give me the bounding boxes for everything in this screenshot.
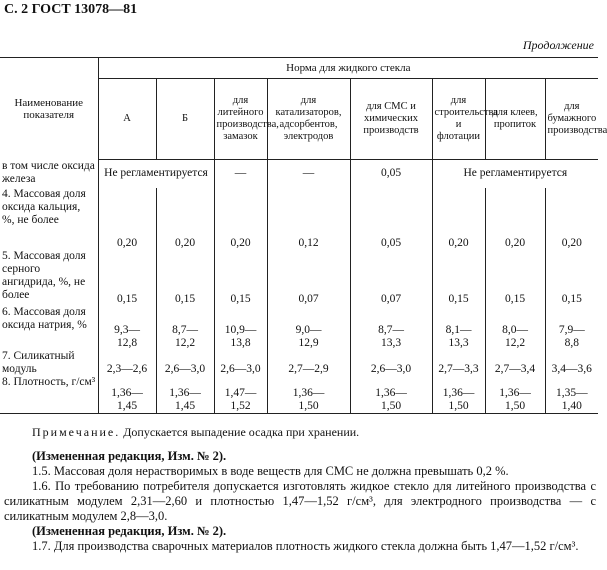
table-cell: 2,7—2,9 — [267, 350, 350, 376]
table-cell: 9,3— 12,8 — [114, 323, 140, 349]
row-label: 8. Плотность, г/см³ — [0, 376, 98, 414]
page-header: С. 2 ГОСТ 13078—81 — [4, 2, 138, 17]
table-cell: 3,4—3,6 — [545, 350, 598, 376]
table-cell: 0,20 — [214, 188, 267, 250]
table-cell: 2,3—2,6 — [106, 362, 148, 375]
column-header: Б — [156, 79, 214, 160]
table-cell: Не регламентируется — [104, 167, 208, 180]
row-label: 4. Массовая доля оксида кальция, %, не более — [0, 188, 98, 250]
table-note — [32, 425, 359, 440]
table-cell: 8,7— 12,2 — [156, 306, 214, 350]
table-row — [0, 160, 598, 188]
table-cell: 9,0— 12,9 — [267, 306, 350, 350]
table-cell: 8,0— 12,2 — [485, 306, 545, 350]
table-cell: 0,15 — [485, 250, 545, 306]
row-label: 7. Силикатный модуль — [0, 350, 98, 376]
row-label: в том числе оксида железа — [0, 160, 98, 188]
table-cell: 0,12 — [267, 188, 350, 250]
table-cell: 1,35— 1,40 — [545, 376, 598, 414]
table-cell: 1,36— 1,50 — [485, 376, 545, 414]
paragraph: 1.6. По требованию потребителя допускается изготовлять жидкое стекло для литейного производства с силикатным модулем 2,31—2,60 и плотностью 1,47—1,52 г/см³, для электродного производства — с силикатным модулем 2,8—3,0. — [4, 479, 596, 523]
continuation-label: Продолжение — [522, 38, 594, 52]
table-cell: 8,7— 13,3 — [350, 306, 432, 350]
paragraph: 1.7. Для производства сварочных материалов плотность жидкого стекла должна быть 1,47—1,52 г/см³. — [32, 539, 579, 553]
table-cell: 1,36— 1,50 — [432, 376, 485, 414]
revision-note: (Измененная редакция, Изм. № 2). — [32, 524, 227, 538]
column-header: для катализаторов, адсорбентов, электродов — [267, 79, 350, 160]
revision-note: (Измененная редакция, Изм. № 2). — [32, 449, 227, 463]
table-cell: 1,36— 1,50 — [350, 376, 432, 414]
table-row — [0, 306, 598, 350]
row-label: 6. Массовая доля оксида натрия, % — [0, 306, 98, 350]
row-label: 5. Массовая доля серного ангидрида, %, не более — [0, 250, 98, 306]
table-cell: 0,07 — [350, 250, 432, 306]
body-text — [4, 449, 596, 554]
table-row — [0, 350, 598, 376]
table-cell: 0,15 — [214, 250, 267, 306]
table-cell: 1,36— 1,50 — [267, 376, 350, 414]
column-header: для клеев, пропиток — [485, 79, 545, 160]
table-cell: 0,15 — [156, 250, 214, 306]
note-text: Допускается выпадение осадка при хранении. — [120, 425, 360, 439]
table-cell: 0,07 — [267, 250, 350, 306]
table-cell: 1,36— 1,45 — [156, 376, 214, 414]
table-cell: 0,15 — [432, 250, 485, 306]
note-label: Примечание. — [32, 425, 121, 439]
table-cell: Не регламентируется — [432, 160, 598, 188]
column-header: для строительства и флотации — [432, 79, 485, 160]
table-cell: 1,47— 1,52 — [214, 376, 267, 414]
table-cell: 2,6—3,0 — [214, 350, 267, 376]
paragraph: 1.5. Массовая доля нерастворимых в воде веществ для СМС не должна превышать 0,2 %. — [32, 464, 509, 478]
table-cell: 10,9— 13,8 — [214, 306, 267, 350]
table-cell: 0,05 — [350, 160, 432, 188]
table-cell: 0,15 — [116, 292, 138, 305]
table-cell: — — [214, 160, 267, 188]
table-cell: 0,20 — [116, 236, 138, 249]
table-cell: — — [267, 160, 350, 188]
group-header: Норма для жидкого стекла — [98, 58, 598, 79]
column-header: А — [98, 79, 156, 160]
table-row — [0, 376, 598, 414]
table-row — [0, 188, 598, 250]
table-cell: 7,9— 8,8 — [545, 306, 598, 350]
table-cell: 2,7—3,4 — [485, 350, 545, 376]
table-cell: 2,6—3,0 — [350, 350, 432, 376]
table-cell: 0,20 — [156, 188, 214, 250]
table-cell: 8,1— 13,3 — [432, 306, 485, 350]
column-header: для СМС и химических производств — [350, 79, 432, 160]
table-cell: 2,7—3,3 — [432, 350, 485, 376]
table-cell: 2,6—3,0 — [156, 350, 214, 376]
table-row — [0, 250, 598, 306]
table-cell: 0,15 — [545, 250, 598, 306]
table-cell: 0,20 — [485, 188, 545, 250]
table-cell: 0,20 — [432, 188, 485, 250]
table-cell: 1,36— 1,45 — [98, 376, 156, 414]
table-cell: 0,05 — [350, 188, 432, 250]
norms-table — [0, 57, 607, 414]
column-header-name: Наименование показателя — [0, 58, 98, 160]
column-header: для литейного производства, замазок — [214, 79, 267, 160]
table-cell: 0,20 — [545, 188, 598, 250]
column-header: для бумажного производства — [545, 79, 598, 160]
